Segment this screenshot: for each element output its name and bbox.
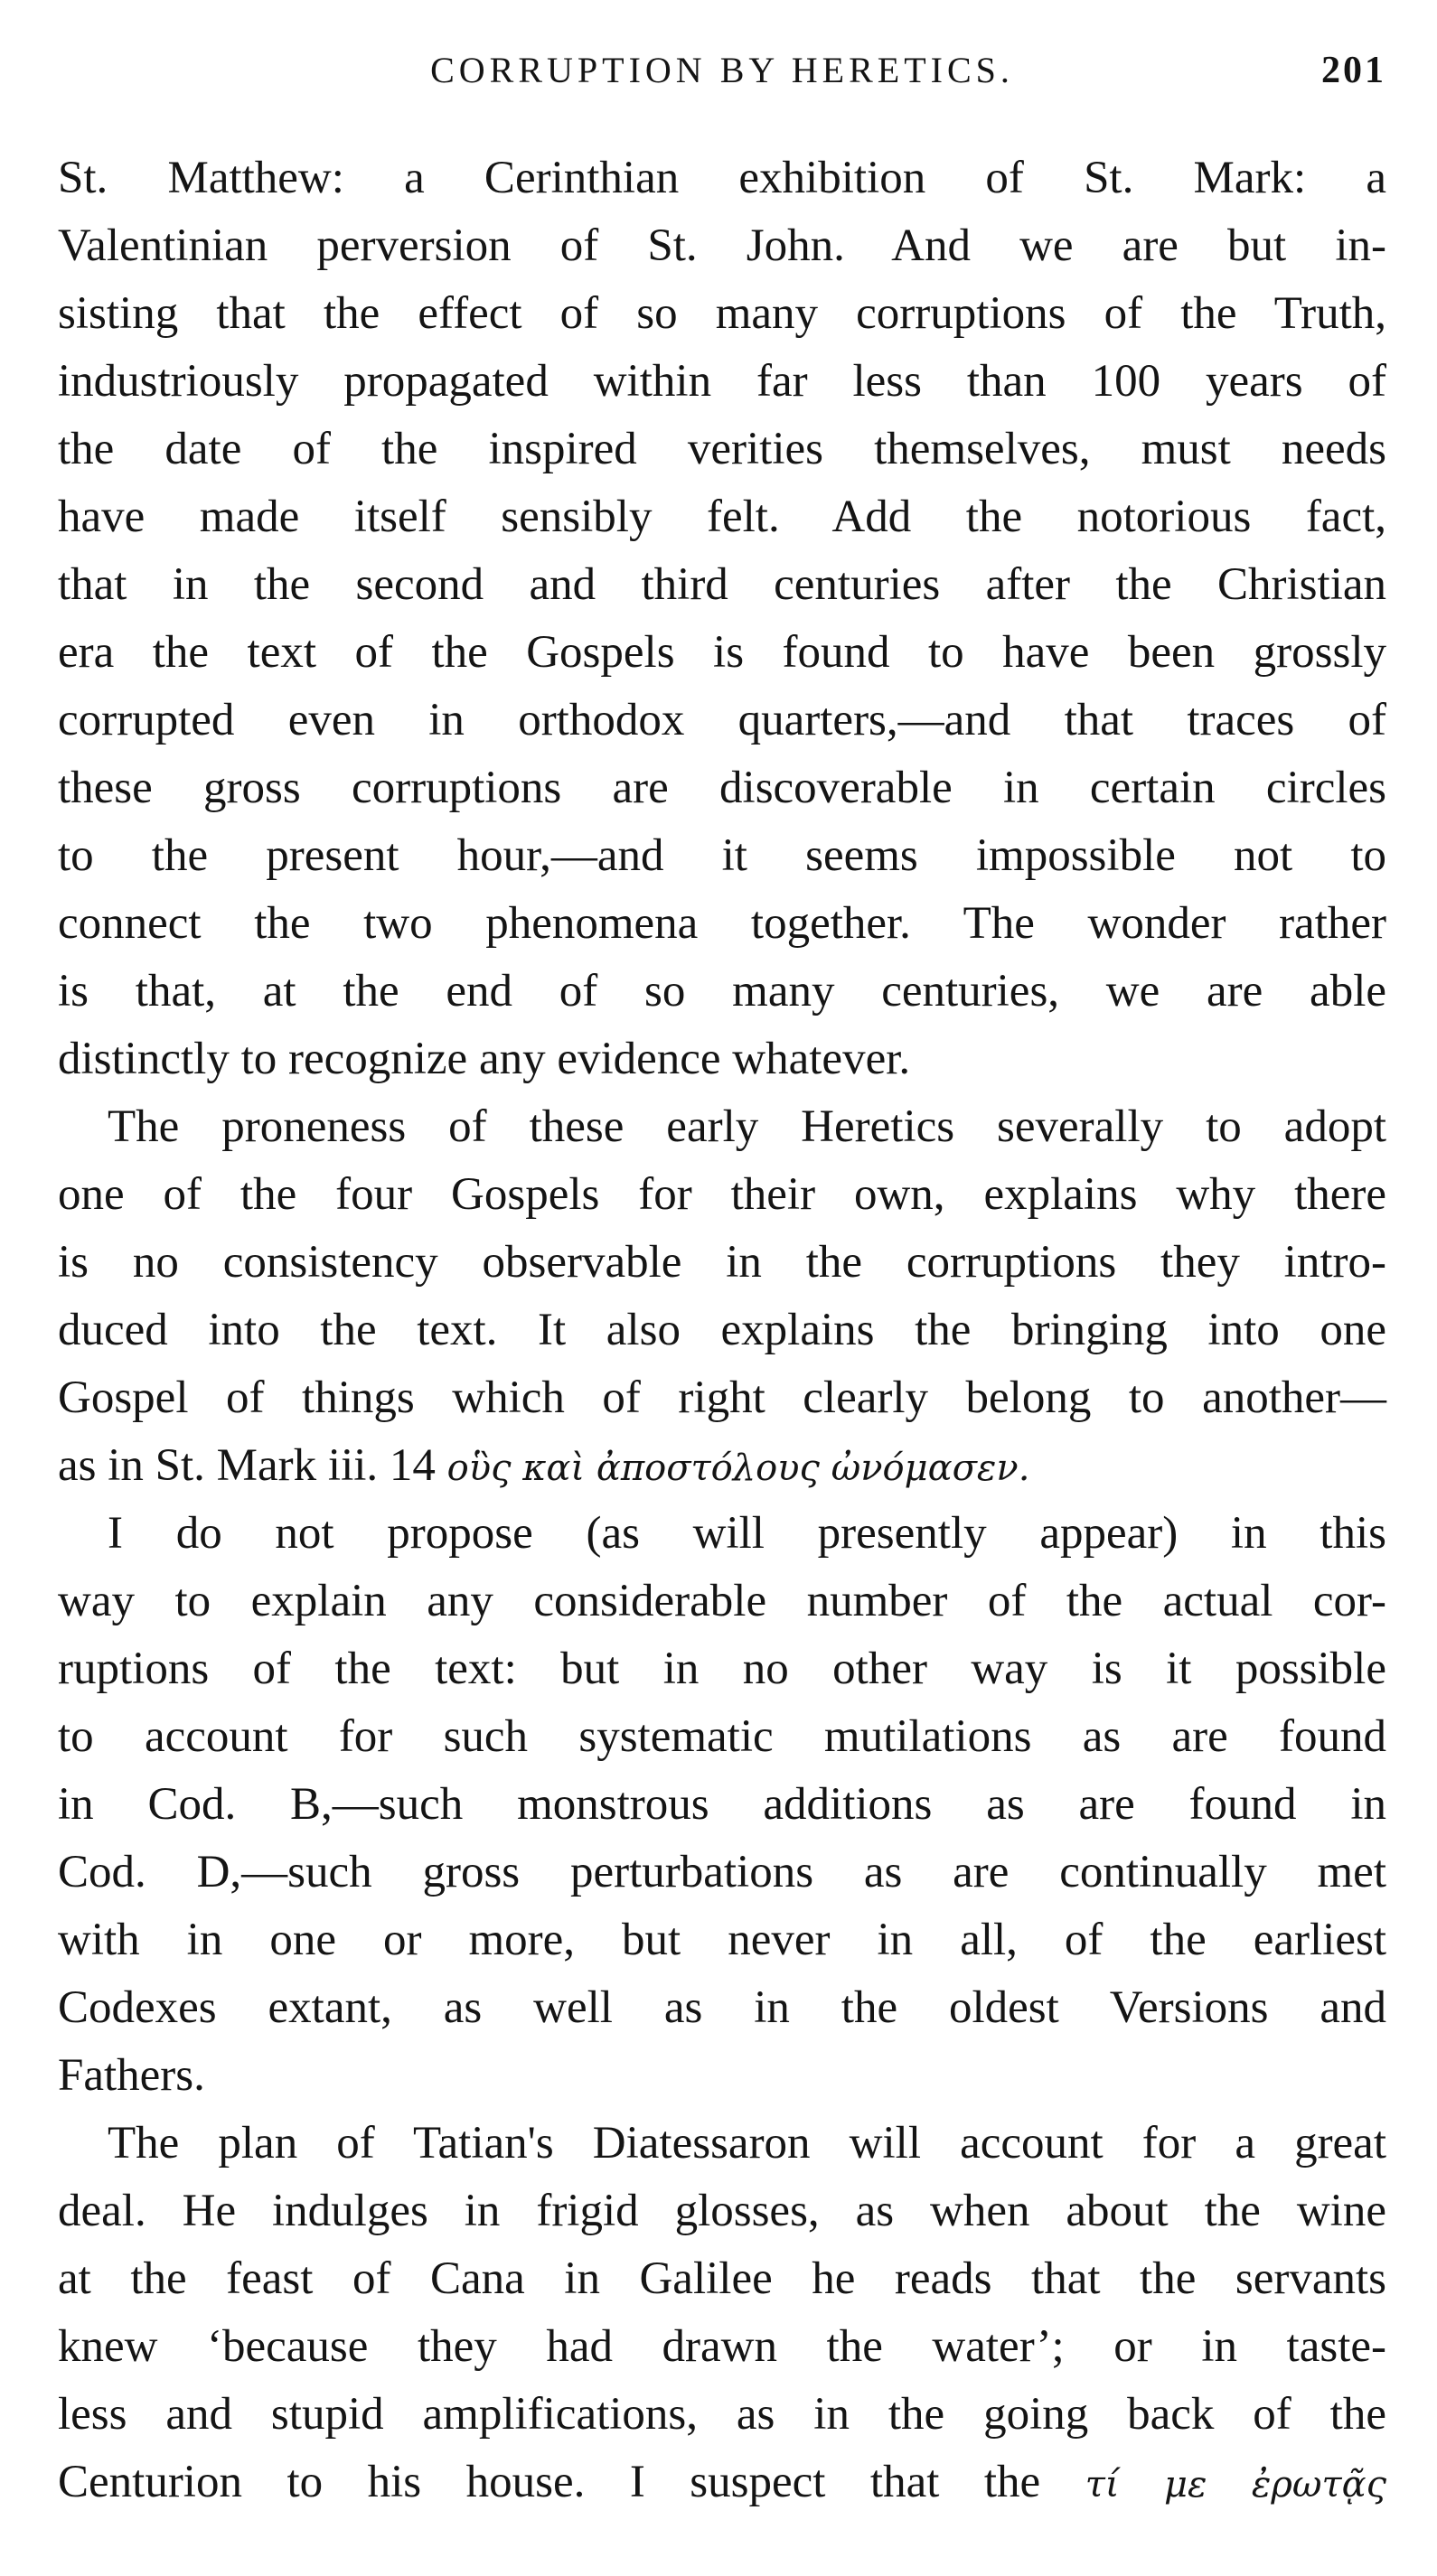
text-line: deal. He indulges in frigid glosses, as when about the wine [58, 2186, 1386, 2236]
text-line: corrupted even in orthodox quarters,—and that traces of [58, 695, 1386, 745]
text-line: duced into the text. It also explains the bringing into one [58, 1305, 1386, 1355]
text-line: St. Matthew: a Cerinthian exhibition of St. Mark: a [58, 153, 1386, 203]
text-line: have made itself sensibly felt. Add the notorious fact, [58, 492, 1386, 542]
text-line: Fathers. [58, 2050, 205, 2101]
text-line: connect the two phenomena together. The wonder rather [58, 898, 1386, 949]
text-line: way to explain any considerable number of the actual cor- [58, 1576, 1386, 1626]
text-segment: Centurion to his house. I suspect that the [58, 2457, 1041, 2507]
text-line: industriously propagated within far less than 100 years of [58, 356, 1386, 407]
text-line: less and stupid amplifications, as in the going back of the [58, 2389, 1386, 2440]
text-line: knew ‘because they had drawn the water’; or in taste- [58, 2321, 1386, 2372]
greek-quotation: οὓς καὶ ἀποστόλους ὠνόμασεν. [446, 1447, 1030, 1489]
text-line: I do not propose (as will presently appear) in this [108, 1508, 1386, 1559]
text-line: to the present hour,—and it seems impossible not to [58, 830, 1386, 881]
paragraph-3 [58, 1500, 1386, 2110]
text-line: The plan of Tatian's Diatessaron will account for a great [108, 2118, 1386, 2169]
text-line: that in the second and third centuries after the Christian [58, 559, 1386, 610]
text-line: ruptions of the text: but in no other way is it possible [58, 1644, 1386, 1694]
running-head [58, 45, 1386, 96]
text-line [58, 1432, 1386, 1500]
text-line: is no consistency observable in the corruptions they intro- [58, 1237, 1386, 1288]
text-line [58, 2449, 1386, 2516]
text-segment: as in St. Mark iii. 14 [58, 1440, 436, 1491]
text-line: sisting that the effect of so many corruptions of the Truth, [58, 288, 1386, 339]
text-line: Valentinian perversion of St. John. And we are but in- [58, 220, 1386, 271]
text-line: the date of the inspired verities themselves, must needs [58, 424, 1386, 474]
text-line: Gospel of things which of right clearly belong to another— [58, 1372, 1386, 1423]
text-line: distinctly to recognize any evidence whatever. [58, 1034, 911, 1084]
text-line: these gross corruptions are discoverable in certain circles [58, 763, 1386, 813]
text-line: era the text of the Gospels is found to have been grossly [58, 627, 1386, 678]
paragraph-1 [58, 145, 1386, 1093]
text-line: Cod. D,—such gross perturbations as are continually met [58, 1847, 1386, 1897]
text-line: with in one or more, but never in all, of the earliest [58, 1915, 1386, 1965]
running-title: CORRUPTION BY HERETICS. [430, 50, 1014, 90]
text-line: at the feast of Cana in Galilee he reads that the servants [58, 2253, 1386, 2304]
paragraph-2 [58, 1093, 1386, 1500]
page-number: 201 [1321, 50, 1386, 91]
body-text [58, 145, 1386, 2516]
paragraph-4 [58, 2110, 1386, 2516]
text-line: one of the four Gospels for their own, explains why there [58, 1169, 1386, 1220]
greek-quotation: τί με ἐρωτᾷς [1085, 2464, 1387, 2506]
text-line: Codexes extant, as well as in the oldest Versions and [58, 1982, 1386, 2033]
text-line: The proneness of these early Heretics severally to adopt [108, 1101, 1386, 1152]
text-line: in Cod. B,—such monstrous additions as are found in [58, 1779, 1386, 1830]
text-line: is that, at the end of so many centuries, we are able [58, 966, 1386, 1016]
text-line: to account for such systematic mutilations as are found [58, 1711, 1386, 1762]
